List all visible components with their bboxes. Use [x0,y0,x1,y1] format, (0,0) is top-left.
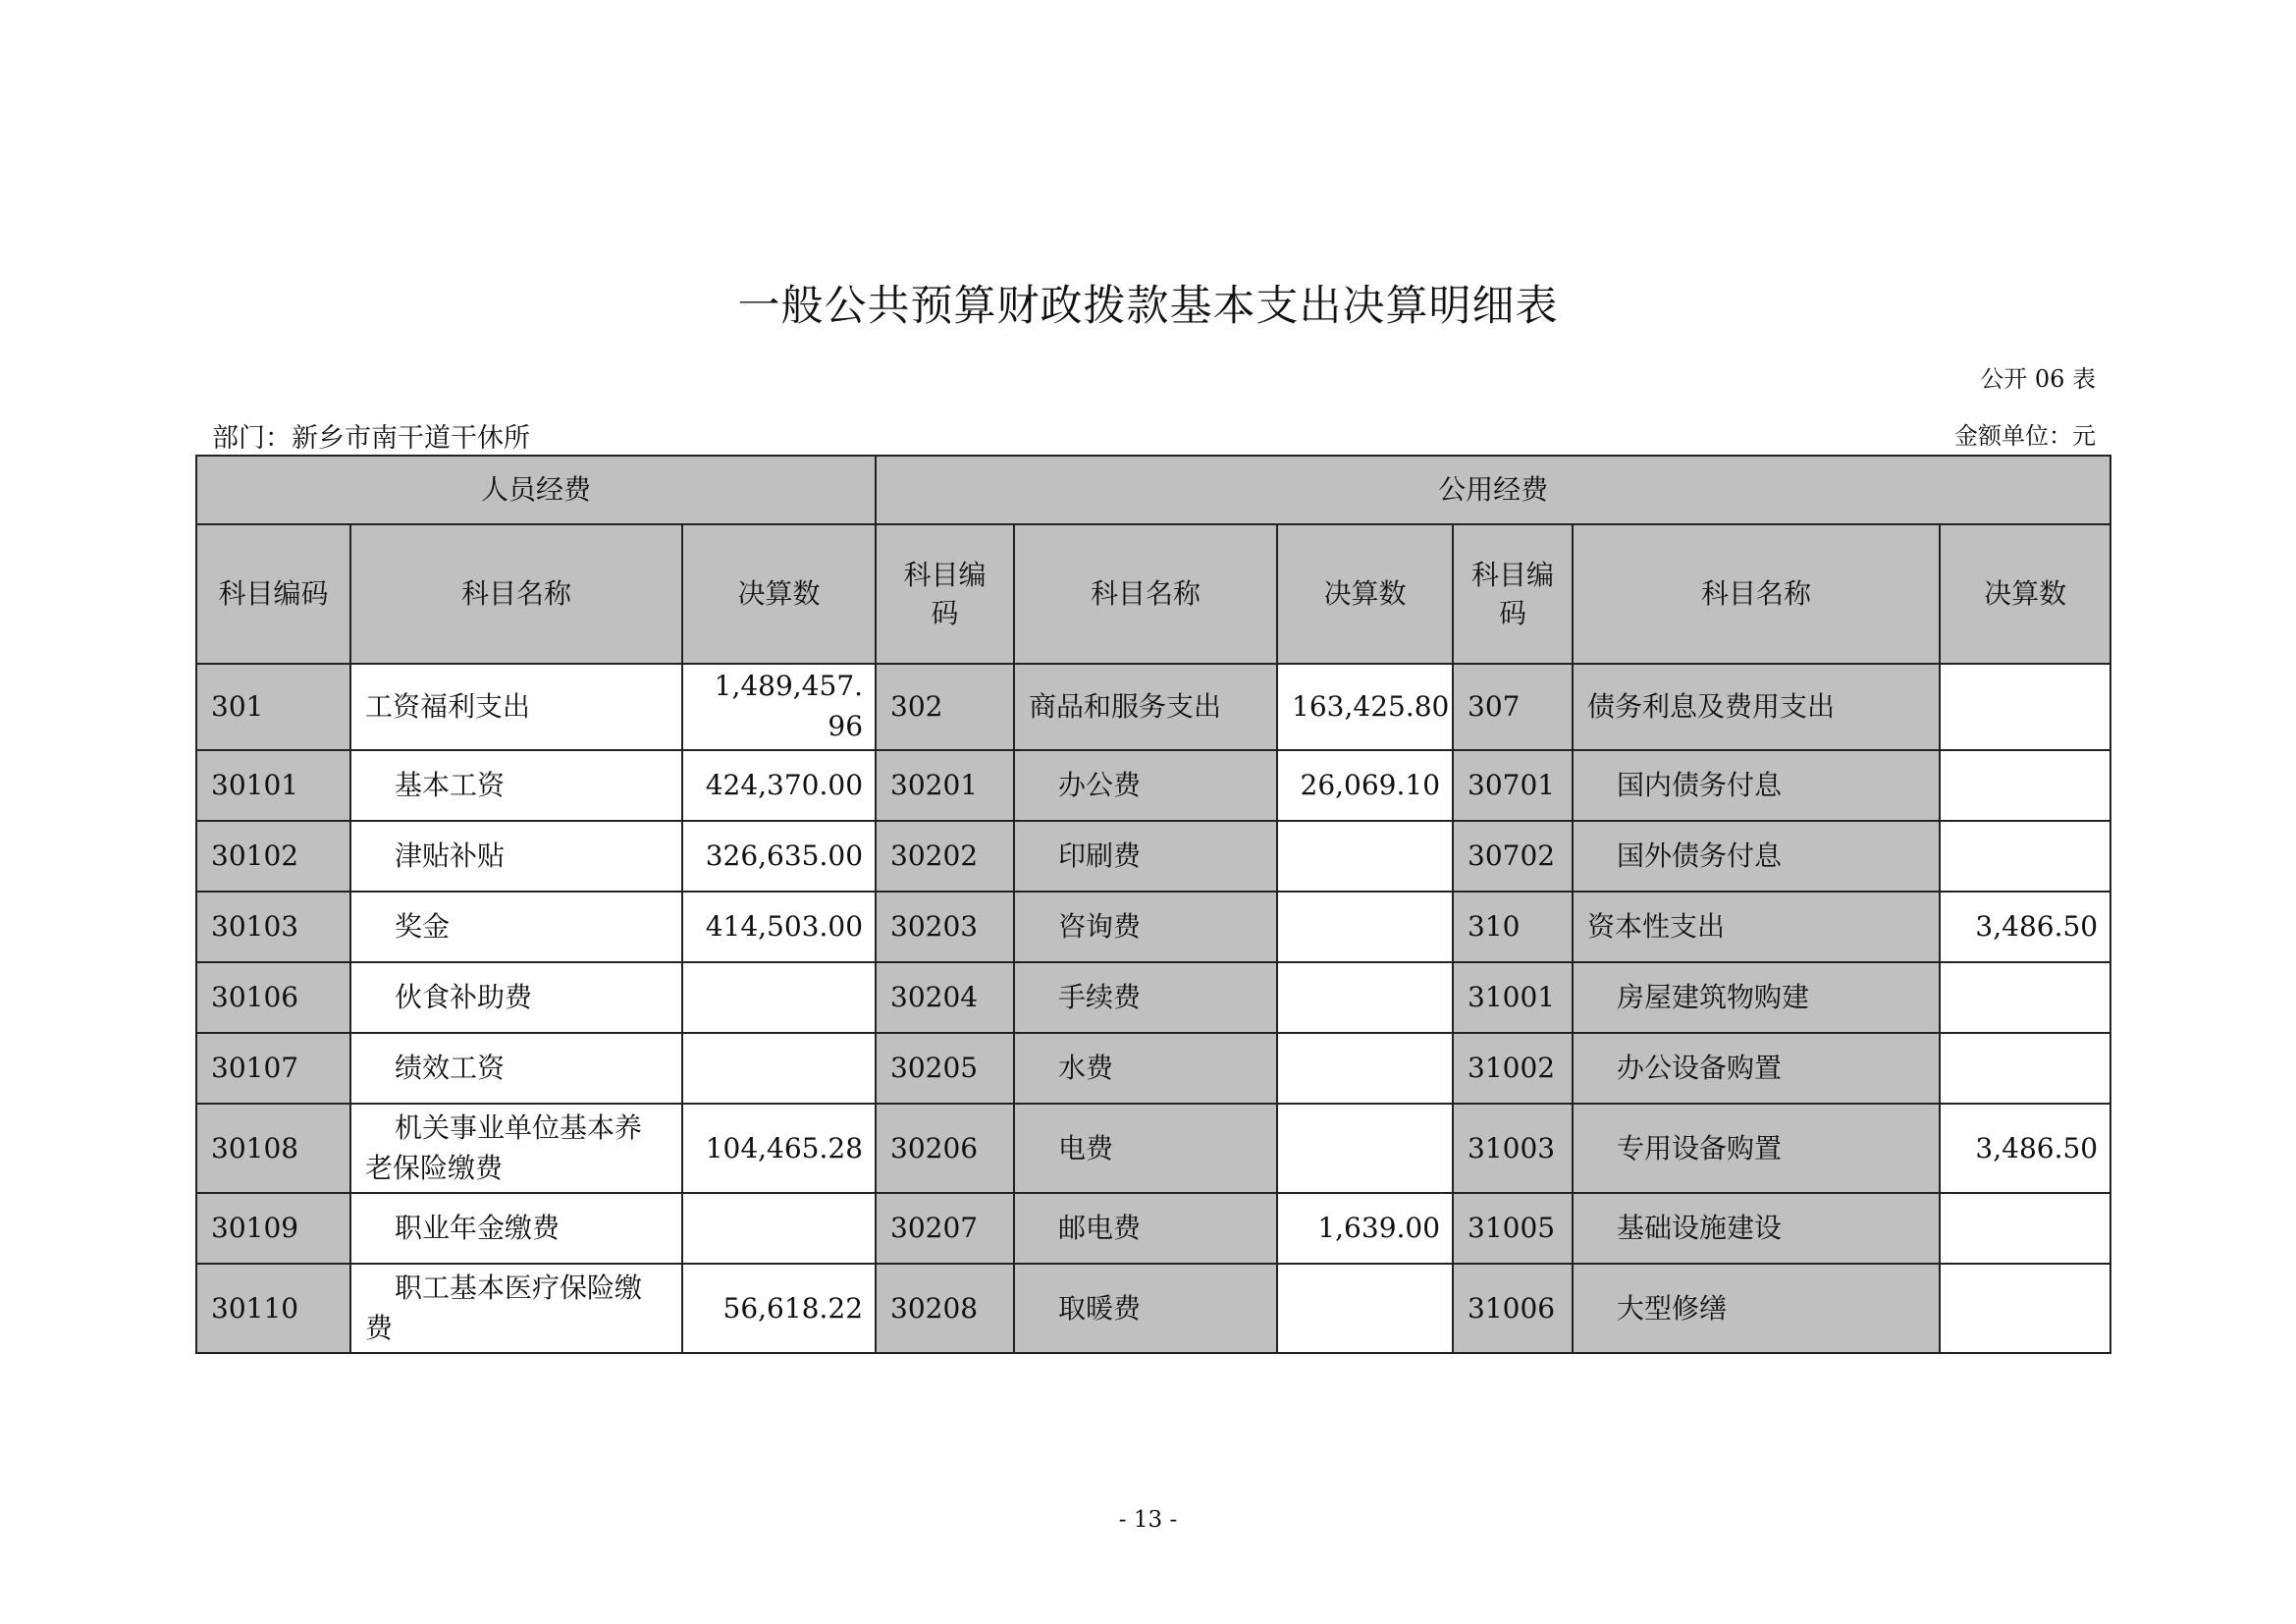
name-cell: 取暖费 [1014,1264,1277,1353]
code-cell: 30109 [196,1193,350,1264]
department-label: 部门：新乡市南干道干休所 [212,423,530,454]
amount-cell [682,1193,876,1264]
header-code: 科目编码 [1453,524,1573,664]
name-cell: 工资福利支出 [350,664,682,750]
code-cell: 30202 [876,821,1014,892]
name-cell: 咨询费 [1014,892,1277,962]
name-cell: 商品和服务支出 [1014,664,1277,750]
table-row [196,1193,2110,1264]
table-row [196,821,2110,892]
form-number: 公开 06 表 [1980,365,2096,393]
amount-cell: 326,635.00 [682,821,876,892]
name-cell: 奖金 [350,892,682,962]
amount-cell: 26,069.10 [1277,750,1453,821]
table-row [196,1104,2110,1193]
name-cell: 资本性支出 [1573,892,1940,962]
amount-cell [1940,1264,2110,1353]
name-cell: 国外债务付息 [1573,821,1940,892]
amount-cell: 56,618.22 [682,1264,876,1353]
amount-cell [1940,821,2110,892]
code-cell: 30110 [196,1264,350,1353]
amount-cell: 424,370.00 [682,750,876,821]
name-cell: 办公费 [1014,750,1277,821]
code-cell: 30207 [876,1193,1014,1264]
name-cell: 伙食补助费 [350,962,682,1033]
code-cell: 31003 [1453,1104,1573,1193]
code-cell: 30205 [876,1033,1014,1104]
code-cell: 30203 [876,892,1014,962]
header-name: 科目名称 [350,524,682,664]
code-cell: 30102 [196,821,350,892]
name-cell: 津贴补贴 [350,821,682,892]
amount-cell [1277,821,1453,892]
group-header-row [196,456,2110,524]
name-cell: 邮电费 [1014,1193,1277,1264]
code-cell: 310 [1453,892,1573,962]
code-cell: 30108 [196,1104,350,1193]
amount-cell [682,1033,876,1104]
header-amount: 决算数 [1940,524,2110,664]
code-cell: 30103 [196,892,350,962]
name-cell: 国内债务付息 [1573,750,1940,821]
name-cell: 基础设施建设 [1573,1193,1940,1264]
group-personnel: 人员经费 [196,456,876,524]
name-cell: 机关事业单位基本养老保险缴费 [350,1104,682,1193]
name-cell: 手续费 [1014,962,1277,1033]
amount-cell: 104,465.28 [682,1104,876,1193]
name-cell: 房屋建筑物购建 [1573,962,1940,1033]
code-cell: 31006 [1453,1264,1573,1353]
amount-cell: 1,639.00 [1277,1193,1453,1264]
expenditure-table [195,455,2111,1354]
name-cell: 水费 [1014,1033,1277,1104]
amount-cell [1277,892,1453,962]
amount-cell [682,962,876,1033]
table-row [196,892,2110,962]
code-cell: 30208 [876,1264,1014,1353]
name-cell: 办公设备购置 [1573,1033,1940,1104]
amount-cell [1940,962,2110,1033]
amount-cell [1940,1033,2110,1104]
amount-cell [1940,664,2110,750]
code-cell: 302 [876,664,1014,750]
name-cell: 专用设备购置 [1573,1104,1940,1193]
table-row [196,750,2110,821]
amount-cell [1940,1193,2110,1264]
header-code: 科目编码 [196,524,350,664]
amount-cell [1277,1264,1453,1353]
table-row [196,664,2110,750]
code-cell: 30106 [196,962,350,1033]
code-cell: 31001 [1453,962,1573,1033]
amount-cell: 3,486.50 [1940,1104,2110,1193]
code-cell: 301 [196,664,350,750]
name-cell: 电费 [1014,1104,1277,1193]
code-cell: 31002 [1453,1033,1573,1104]
table-row [196,1264,2110,1353]
amount-cell: 163,425.80 [1277,664,1453,750]
header-amount: 决算数 [1277,524,1453,664]
page-title: 一般公共预算财政拨款基本支出决算明细表 [737,282,1559,331]
code-cell: 30201 [876,750,1014,821]
name-cell: 绩效工资 [350,1033,682,1104]
header-code: 科目编码 [876,524,1014,664]
group-public: 公用经费 [876,456,2110,524]
code-cell: 30206 [876,1104,1014,1193]
table-row [196,1033,2110,1104]
amount-cell [1277,1033,1453,1104]
amount-cell [1940,750,2110,821]
code-cell: 307 [1453,664,1573,750]
amount-unit-label: 金额单位：元 [1954,422,2096,450]
name-cell: 债务利息及费用支出 [1573,664,1940,750]
name-cell: 职业年金缴费 [350,1193,682,1264]
code-cell: 31005 [1453,1193,1573,1264]
amount-cell [1277,1104,1453,1193]
code-cell: 30701 [1453,750,1573,821]
code-cell: 30204 [876,962,1014,1033]
header-name: 科目名称 [1573,524,1940,664]
name-cell: 印刷费 [1014,821,1277,892]
amount-cell [1277,962,1453,1033]
column-header-row [196,524,2110,664]
name-cell: 大型修缮 [1573,1264,1940,1353]
table-row [196,962,2110,1033]
amount-cell: 1,489,457.96 [682,664,876,750]
amount-cell: 414,503.00 [682,892,876,962]
name-cell: 基本工资 [350,750,682,821]
page-number: - 13 - [1118,1507,1178,1533]
header-amount: 决算数 [682,524,876,664]
header-name: 科目名称 [1014,524,1277,664]
name-cell: 职工基本医疗保险缴费 [350,1264,682,1353]
code-cell: 30107 [196,1033,350,1104]
amount-cell: 3,486.50 [1940,892,2110,962]
code-cell: 30702 [1453,821,1573,892]
code-cell: 30101 [196,750,350,821]
